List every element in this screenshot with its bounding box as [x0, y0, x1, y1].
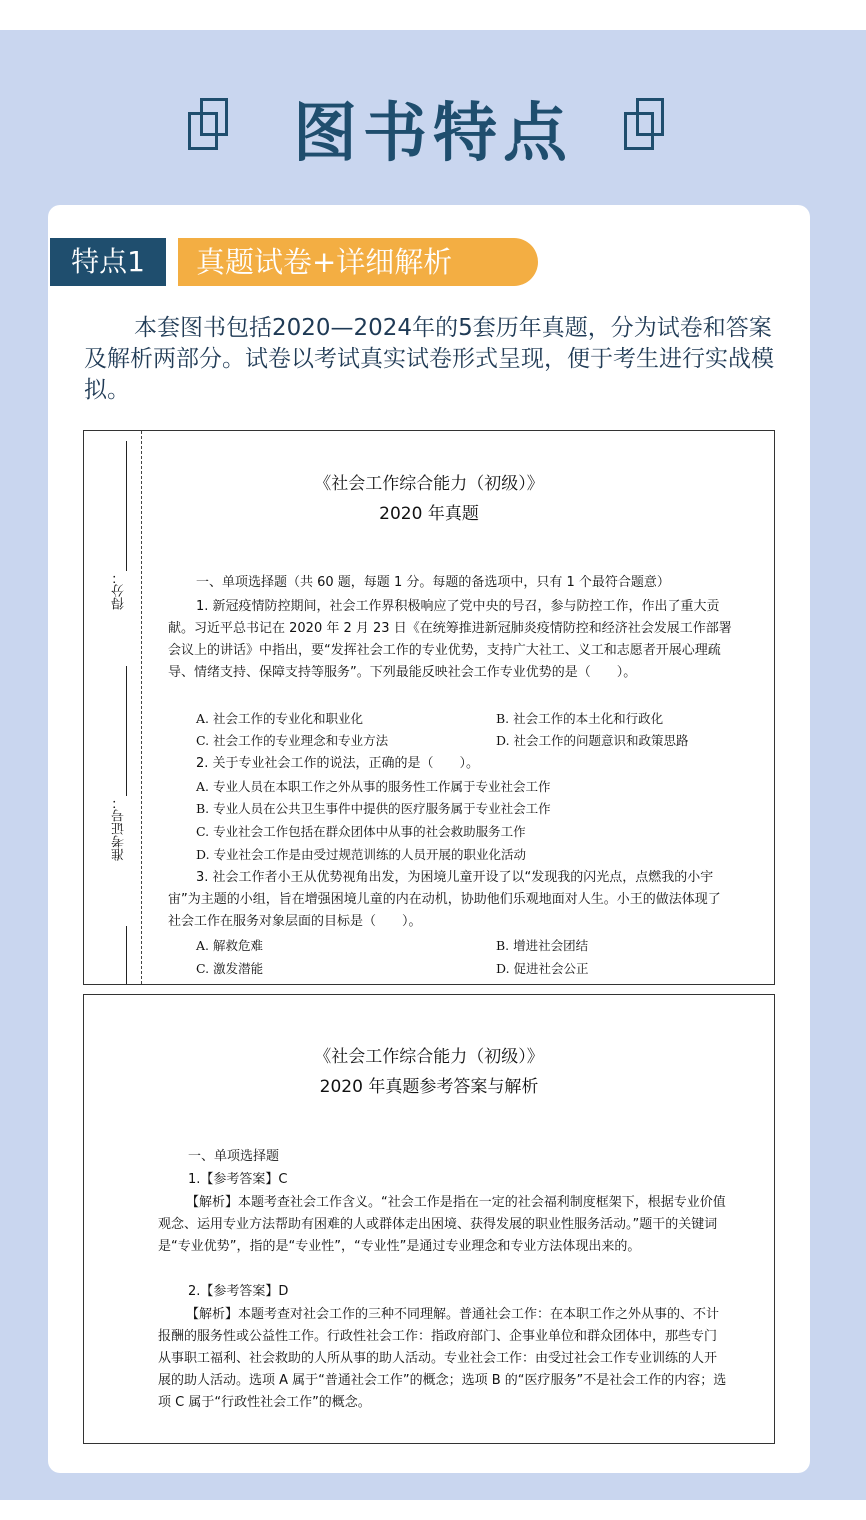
binding-score-label: 得分： — [112, 571, 127, 610]
page-title: 图书特点 — [293, 96, 573, 171]
answer-2-analysis: 【解析】本题考查对社会工作的三种不同理解。普通社会工作：在本职工作之外从事的、不计报酬的服务性或公益性工作。行政性社会工作：指政府部门、企事业单位和群众团体中，那些专门从事职工福利、社会救助的人所从事的助人活动。专业社会工作：由受过社会工作专业训练的人开展的助人活动。选项 A 属于“普通社会工作”的概念；选项 B 的“医疗服务”不是社会工作的内容；选项 C 属于“行政性社会工作”的概念。 — [158, 1307, 727, 1410]
answer-2: 2.【参考答案】D — [188, 1284, 289, 1299]
q2-option-b: B. 专业人员在公共卫生事件中提供的医疗服务属于专业社会工作 — [196, 801, 551, 816]
q3-option-b: B. 增进社会团结 — [496, 938, 589, 953]
exam-paper-sample — [83, 430, 775, 985]
answer-title: 《社会工作综合能力（初级）》 — [314, 1047, 544, 1067]
bottom-strip — [0, 1500, 866, 1520]
exam-title: 《社会工作综合能力（初级）》 — [314, 474, 544, 494]
q3-option-a: A. 解救危难 — [196, 938, 263, 953]
q1-option-d: D. 社会工作的问题意识和政策思路 — [496, 733, 689, 748]
feature-intro: 本套图书包括2020—2024年的5套历年真题，分为试卷和答案及解析两部分。试卷以考试真实试卷形式呈现，便于考生进行实战模拟。 — [84, 315, 774, 403]
top-strip — [0, 0, 866, 30]
answer-1: 1.【参考答案】C — [188, 1172, 288, 1187]
binding-line-middle — [126, 666, 127, 796]
exam-subtitle: 2020 年真题 — [379, 504, 479, 524]
exam-section-heading: 一、单项选择题（共 60 题，每题 1 分。每题的备选项中，只有 1 个最符合题意） — [196, 575, 670, 590]
answer-subtitle: 2020 年真题参考答案与解析 — [319, 1077, 539, 1097]
binding-line-bottom — [126, 926, 127, 984]
q3-option-c: C. 激发潜能 — [196, 961, 264, 976]
answer-1-analysis: 【解析】本题考查社会工作含义。“社会工作是指在一定的社会福利制度框架下，根据专业价值观念、运用专业方法帮助有困难的人或群体走出困境、获得发展的职业性服务活动。”题干的关键词是“专业优势”，指的是“专业性”，“专业性”是通过专业理念和专业方法体现出来的。 — [158, 1195, 726, 1254]
right-decoration-icon — [624, 98, 664, 152]
answer-paper-sample — [83, 994, 775, 1444]
question-2: 2. 关于专业社会工作的说法，正确的是（ ）。 — [196, 756, 480, 771]
feature-badge: 特点1 — [50, 238, 166, 286]
q1-option-a: A. 社会工作的专业化和职业化 — [196, 711, 363, 726]
answer-section-heading: 一、单项选择题 — [188, 1149, 280, 1164]
q3-option-d: D. 促进社会公正 — [496, 961, 589, 976]
question-1: 1. 新冠疫情防控期间，社会工作界积极响应了党中央的号召，参与防控工作，作出了重大贡献。习近平总书记在 2020 年 2 月 23 日《在统筹推进新冠肺炎疫情防控和经济社会发展工作部署会议上的讲话》中指出，要“发挥社会工作的专业优势，支持广大社工、义工和志愿者开展心理疏导、情绪支持、保障支持等服务”。下列最能反映社会工作专业优势的是（ ）。 — [168, 599, 732, 680]
q2-option-c: C. 专业社会工作包括在群众团体中从事的社会救助服务工作 — [196, 824, 526, 839]
binding-id-label: 准考证号： — [112, 796, 127, 861]
q1-option-b: B. 社会工作的本土化和行政化 — [496, 711, 664, 726]
feature-title: 真题试卷+详细解析 — [178, 238, 538, 286]
q2-option-a: A. 专业人员在本职工作之外从事的服务性工作属于专业社会工作 — [196, 779, 551, 794]
question-3: 3. 社会工作者小王从优势视角出发，为困境儿童开设了以“发现我的闪光点，点燃我的小宇宙”为主题的小组，旨在增强困境儿童的内在动机，协助他们乐观地面对人生。小王的做法体现了社会工作在服务对象层面的目标是（ ）。 — [168, 870, 721, 929]
q2-option-d: D. 专业社会工作是由受过规范训练的人员开展的职业化活动 — [196, 847, 527, 862]
q1-option-c: C. 社会工作的专业理念和专业方法 — [196, 733, 389, 748]
